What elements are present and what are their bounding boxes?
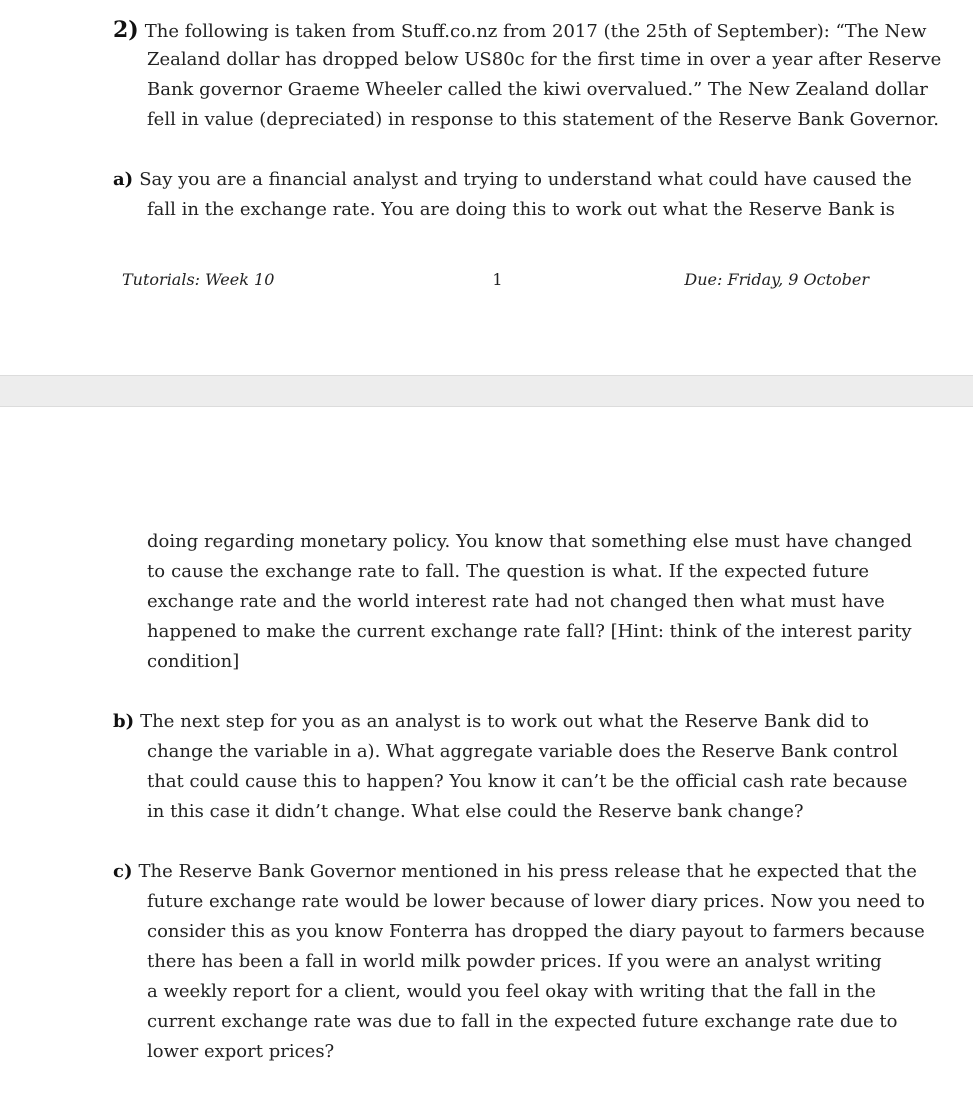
part-a-line-1: Say you are a financial analyst and trying to understand what could have caused the: [139, 169, 912, 190]
part-c-line-3: consider this as you know Fonterra has dropped the diary payout to farmers because: [147, 921, 925, 942]
part-b-line-3: that could cause this to happen? You know it can’t be the official cash rate because: [147, 771, 908, 792]
part-b-label: b): [113, 711, 135, 732]
part-a-label: a): [113, 169, 134, 190]
part-b-line-1: The next step for you as an analyst is to work out what the Reserve Bank did to: [140, 711, 869, 732]
document-page-1: [0, 0, 973, 375]
footer-page-number: 1: [492, 270, 503, 289]
document-page-2: [0, 407, 973, 1108]
question-2-line-2: Zealand dollar has dropped below US80c for the first time in over a year after Reserve: [147, 49, 942, 70]
footer-right: Due: Friday, 9 October: [684, 270, 869, 289]
question-2-line-4: fell in value (depreciated) in response to this statement of the Reserve Bank Governor.: [147, 109, 940, 130]
part-a-line-7: condition]: [147, 651, 240, 672]
part-a-line-4: to cause the exchange rate to fall. The question is what. If the expected future: [147, 561, 869, 582]
part-c-label: c): [113, 861, 133, 882]
part-c-line-5: a weekly report for a client, would you feel okay with writing that the fall in the: [147, 981, 876, 1002]
footer-left: Tutorials: Week 10: [122, 270, 275, 289]
part-c-line-4: there has been a fall in world milk powder prices. If you were an analyst writing: [147, 951, 882, 972]
part-c-line-1: The Reserve Bank Governor mentioned in his press release that he expected that the: [138, 861, 917, 882]
part-a-line-2: fall in the exchange rate. You are doing this to work out what the Reserve Bank is: [147, 199, 895, 220]
question-2-line-3: Bank governor Graeme Wheeler called the kiwi overvalued.” The New Zealand dollar: [147, 79, 928, 100]
part-b-line-2: change the variable in a). What aggregate variable does the Reserve Bank control: [147, 741, 898, 762]
page-separator: [0, 375, 973, 407]
part-a-line-6: happened to make the current exchange rate fall? [Hint: think of the interest parity: [147, 621, 912, 642]
part-a-line-3: doing regarding monetary policy. You know that something else must have changed: [147, 531, 913, 552]
part-c-line-2: future exchange rate would be lower because of lower diary prices. Now you need to: [147, 891, 925, 912]
part-a-line-5: exchange rate and the world interest rate had not changed then what must have: [147, 591, 885, 612]
part-c-line-6: current exchange rate was due to fall in the expected future exchange rate due to: [147, 1011, 898, 1032]
part-b-line-4: in this case it didn’t change. What else could the Reserve bank change?: [147, 801, 804, 822]
question-2-line-1: The following is taken from Stuff.co.nz from 2017 (the 25th of September): “The New: [144, 21, 927, 42]
part-c-line-7: lower export prices?: [147, 1041, 335, 1062]
question-2-label: 2): [113, 17, 139, 43]
